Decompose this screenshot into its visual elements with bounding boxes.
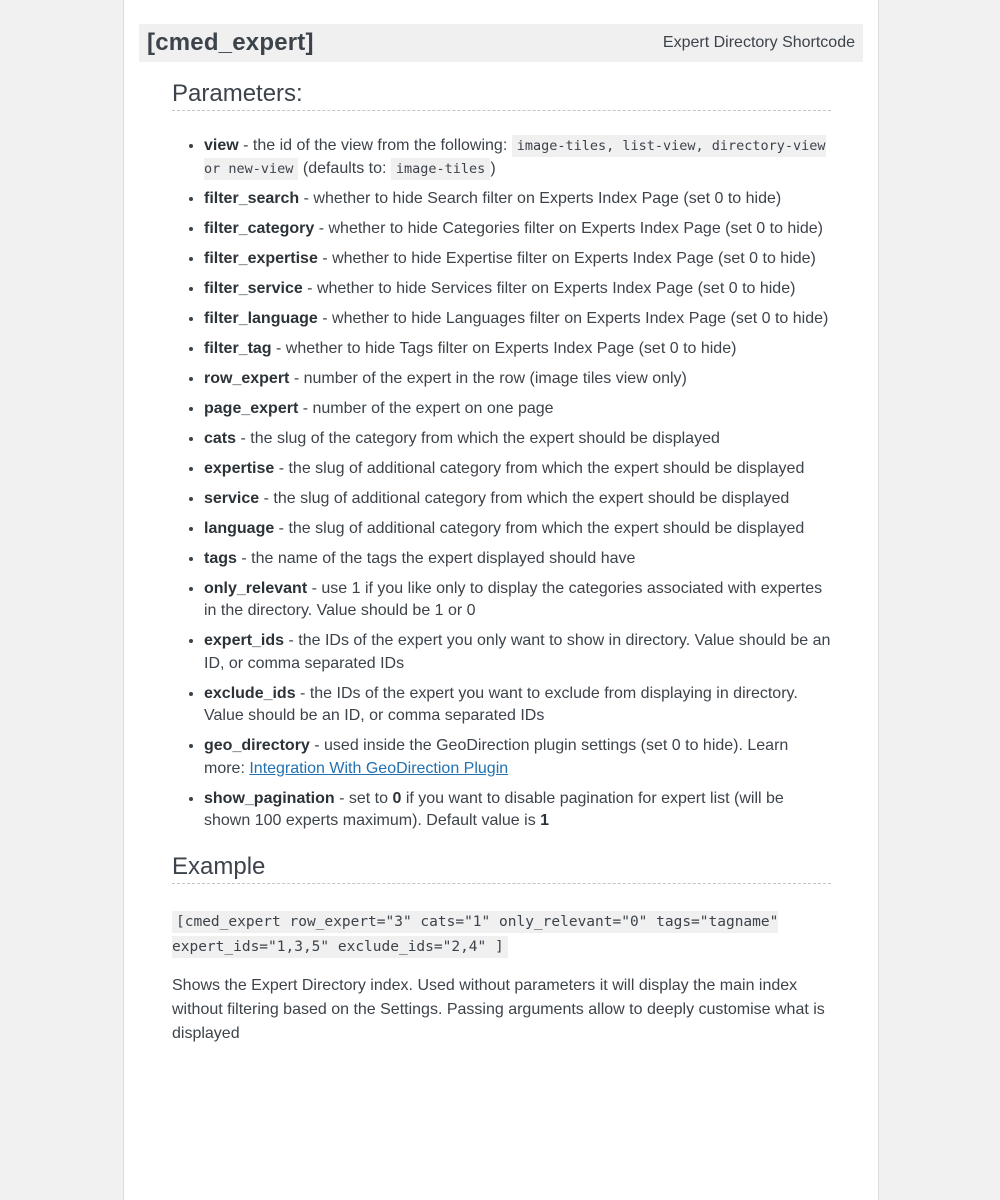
- shortcode-title: [cmed_expert]: [147, 29, 314, 56]
- param-name: expertise: [204, 459, 275, 477]
- param-desc: - the id of the view from the following:: [238, 137, 512, 154]
- example-description: Shows the Expert Directory index. Used without parameters it will display the main index without filtering based on the Settings. Passing arguments allow to deeply customise what is displayed: [172, 976, 825, 1042]
- param-item-geo-directory: [204, 735, 831, 780]
- param-name: only_relevant: [204, 579, 308, 597]
- param-item: [204, 278, 831, 301]
- param-item: [204, 630, 831, 675]
- param-desc: - whether to hide Tags filter on Experts Index Page (set 0 to hide): [271, 339, 737, 357]
- param-item: [204, 218, 831, 241]
- param-name: filter_language: [204, 309, 318, 327]
- param-item: [204, 458, 831, 481]
- param-name: geo_directory: [204, 737, 310, 754]
- param-desc: - the slug of the category from which the expert should be displayed: [236, 429, 720, 447]
- param-desc: - the slug of additional category from which the expert should be displayed: [274, 459, 805, 477]
- param-desc: - the IDs of the expert you want to exclude from displaying in directory. Value should be an ID, or comma separated IDs: [204, 684, 798, 724]
- param-code: image-tiles, list-view, directory-view or new-view: [204, 135, 826, 180]
- page-container: [123, 0, 879, 1200]
- param-item: [204, 518, 831, 541]
- param-name: filter_search: [204, 189, 300, 207]
- example-code-block: [172, 910, 831, 960]
- param-name: service: [204, 489, 260, 507]
- param-name: filter_tag: [204, 339, 272, 357]
- param-desc: - the IDs of the expert you only want to show in directory. Value should be an ID, or comma separated IDs: [204, 632, 831, 672]
- param-name: filter_service: [204, 279, 303, 297]
- param-desc: - number of the expert in the row (image tiles view only): [289, 369, 687, 387]
- param-desc: - used inside the GeoDirection plugin settings (set 0 to hide). Learn more:: [204, 737, 789, 777]
- shortcode-header: [139, 24, 863, 62]
- param-name: filter_expertise: [204, 249, 318, 267]
- param-item: [204, 308, 831, 331]
- param-item-view: [204, 135, 831, 180]
- param-name: exclude_ids: [204, 684, 296, 702]
- param-name: expert_ids: [204, 632, 285, 649]
- param-name: filter_category: [204, 219, 315, 237]
- param-name: view: [204, 137, 239, 154]
- param-desc: (defaults to:: [302, 159, 391, 177]
- parameters-list: [172, 135, 831, 833]
- param-desc: - number of the expert on one page: [298, 399, 554, 417]
- param-desc: - the slug of additional category from which the expert should be displayed: [259, 489, 790, 507]
- param-item: [204, 398, 831, 421]
- param-desc: - whether to hide Languages filter on Experts Index Page (set 0 to hide): [317, 309, 829, 327]
- param-value-bold: 0: [392, 789, 402, 807]
- param-code: image-tiles: [391, 158, 490, 180]
- param-value-bold: 1: [540, 812, 550, 829]
- param-desc: - the name of the tags the expert displayed should have: [236, 549, 636, 567]
- param-item: [204, 578, 831, 623]
- param-item: [204, 248, 831, 271]
- param-name: language: [204, 519, 275, 537]
- example-heading: Example: [172, 853, 831, 884]
- param-desc: - whether to hide Categories filter on Experts Index Page (set 0 to hide): [314, 219, 823, 237]
- param-name: tags: [204, 549, 237, 567]
- param-item: [204, 548, 831, 571]
- param-name: show_pagination: [204, 789, 335, 807]
- param-desc: - the slug of additional category from which the expert should be displayed: [274, 519, 805, 537]
- geodirection-integration-link[interactable]: Integration With GeoDirection Plugin: [249, 759, 509, 777]
- example-code: [cmed_expert row_expert="3" cats="1" only_relevant="0" tags="tagname" expert_ids="1,3,5" exclude_ids="2,4" ]: [172, 911, 778, 958]
- param-item-show-pagination: [204, 788, 831, 833]
- param-item: [204, 428, 831, 451]
- param-name: page_expert: [204, 399, 299, 417]
- param-name: cats: [204, 429, 237, 447]
- param-item: [204, 188, 831, 211]
- param-name: row_expert: [204, 369, 290, 387]
- param-item: [204, 488, 831, 511]
- param-desc: if you want to disable pagination for expert list (will be shown 100 experts maximum). Default value is: [204, 789, 784, 829]
- param-item: [204, 683, 831, 728]
- param-desc: - whether to hide Search filter on Experts Index Page (set 0 to hide): [299, 189, 782, 207]
- parameters-heading: Parameters:: [172, 80, 831, 111]
- param-desc: - whether to hide Services filter on Experts Index Page (set 0 to hide): [302, 279, 796, 297]
- param-item: [204, 368, 831, 391]
- param-desc: ): [490, 159, 496, 177]
- param-desc: - set to: [334, 789, 393, 807]
- shortcode-subtitle: Expert Directory Shortcode: [662, 34, 855, 51]
- param-desc: - use 1 if you like only to display the categories associated with expertes in the directory. Value should be 1 or 0: [204, 579, 823, 619]
- param-desc: - whether to hide Expertise filter on Experts Index Page (set 0 to hide): [317, 249, 816, 267]
- shortcode-content: [172, 80, 831, 1046]
- param-item: [204, 338, 831, 361]
